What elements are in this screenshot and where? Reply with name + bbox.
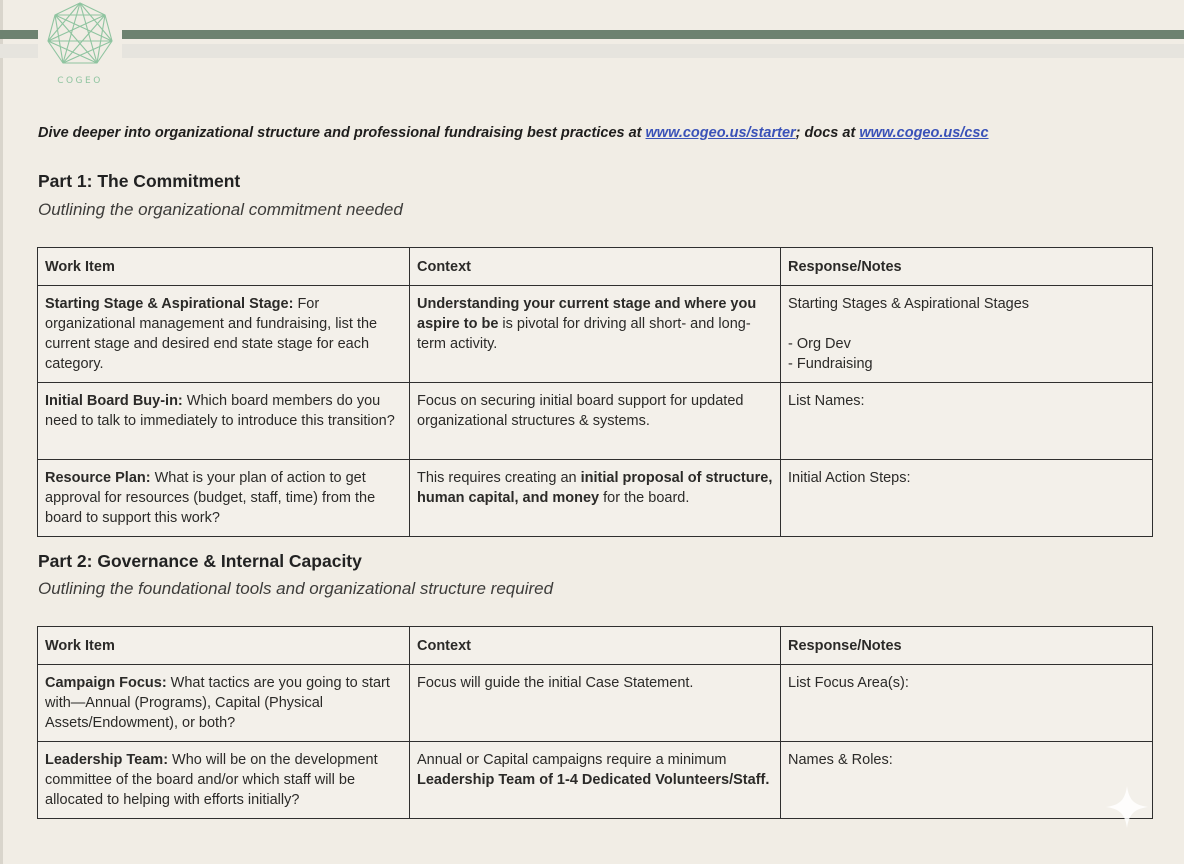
- context-emphasis: initial proposal of structure, human capital, and money: [417, 470, 773, 506]
- column-header: Work Item: [38, 248, 410, 286]
- part1-table: [37, 247, 1153, 537]
- context-text: Annual or Capital campaigns require a minimum: [417, 752, 727, 768]
- notes-label: Initial Action Steps:: [788, 470, 911, 486]
- notes-title: Starting Stages & Aspirational Stages: [788, 296, 1030, 312]
- work-item-text: Which board members do you need to talk to immediately to introduce this transition?: [45, 393, 395, 429]
- context-text: Focus on securing initial board support for updated organizational structures & systems.: [417, 393, 744, 429]
- context-emphasis: Leadership Team of 1-4 Dedicated Volunteers/Staff.: [417, 772, 770, 788]
- context-cell: [410, 460, 781, 537]
- work-item-title: Resource Plan:: [45, 470, 151, 486]
- notes-cell[interactable]: [781, 286, 1153, 383]
- context-cell: [410, 383, 781, 460]
- context-text: Focus will guide the initial Case Statement.: [417, 675, 694, 691]
- work-item-cell: [38, 286, 410, 383]
- context-cell: [410, 742, 781, 819]
- logo-text: COGEO: [57, 76, 103, 86]
- sparkle-icon: [1104, 784, 1150, 830]
- work-item-text: What is your plan of action to get approval for resources (budget, staff, time) from the board to support this work?: [45, 470, 376, 526]
- part2-table: [37, 626, 1153, 819]
- notes-cell[interactable]: [781, 742, 1153, 819]
- header-band: [0, 30, 1184, 39]
- intro-text-middle: ; docs at: [795, 125, 860, 141]
- intro-text: Dive deeper into organizational structure and professional fundraising best practices at: [38, 125, 646, 141]
- context-text: is pivotal for driving all short- and long-term activity.: [417, 316, 751, 352]
- notes-label: List Focus Area(s):: [788, 675, 909, 691]
- notes-label: List Names:: [788, 393, 865, 409]
- context-text: This requires creating an: [417, 470, 581, 486]
- notes-cell[interactable]: [781, 383, 1153, 460]
- table-row: [38, 742, 1153, 819]
- csc-docs-link[interactable]: www.cogeo.us/csc: [859, 125, 989, 141]
- column-header: Context: [410, 627, 781, 665]
- starter-link[interactable]: www.cogeo.us/starter: [645, 125, 796, 141]
- part1-title: Part 1: The Commitment: [38, 171, 241, 191]
- context-cell: [410, 286, 781, 383]
- column-header: Context: [410, 248, 781, 286]
- table-row: [38, 383, 1153, 460]
- work-item-text: What tactics are you going to start with—Annual (Programs), Capital (Physical Assets/Endowment), or both?: [45, 675, 390, 731]
- context-cell: [410, 665, 781, 742]
- notes-label: Names & Roles:: [788, 752, 893, 768]
- work-item-cell: [38, 742, 410, 819]
- page-left-edge: [0, 0, 3, 864]
- work-item-cell: [38, 665, 410, 742]
- work-item-text: For organizational management and fundraising, list the current stage and desired end state stage for each category.: [45, 296, 378, 372]
- part2-title: Part 2: Governance & Internal Capacity: [38, 551, 362, 571]
- notes-item: - Fundraising: [788, 356, 873, 372]
- work-item-title: Initial Board Buy-in:: [45, 393, 183, 409]
- column-header: Work Item: [38, 627, 410, 665]
- cogeo-logo: [40, 0, 120, 86]
- work-item-title: Leadership Team:: [45, 752, 169, 768]
- table-header-row: [38, 248, 1153, 286]
- notes-item: - Org Dev: [788, 336, 851, 352]
- work-item-title: Starting Stage & Aspirational Stage:: [45, 296, 294, 312]
- table-row: [38, 460, 1153, 537]
- part1-subtitle: Outlining the organizational commitment needed: [38, 200, 403, 219]
- header-band-light: [0, 44, 1184, 58]
- context-emphasis: Understanding your current stage and where you aspire to be: [417, 296, 757, 332]
- network-logo-icon: [44, 0, 116, 72]
- notes-cell[interactable]: [781, 665, 1153, 742]
- work-item-title: Campaign Focus:: [45, 675, 167, 691]
- work-item-text: Who will be on the development committee of the board and/or which staff will be allocated to helping with efforts initially?: [45, 752, 378, 808]
- intro-line: [38, 125, 989, 141]
- table-row: [38, 665, 1153, 742]
- part2-subtitle: Outlining the foundational tools and organizational structure required: [38, 579, 554, 598]
- column-header: Response/Notes: [781, 627, 1153, 665]
- table-row: [38, 286, 1153, 383]
- work-item-cell: [38, 460, 410, 537]
- work-item-cell: [38, 383, 410, 460]
- table-header-row: [38, 627, 1153, 665]
- notes-cell[interactable]: [781, 460, 1153, 537]
- context-text: for the board.: [599, 490, 690, 506]
- column-header: Response/Notes: [781, 248, 1153, 286]
